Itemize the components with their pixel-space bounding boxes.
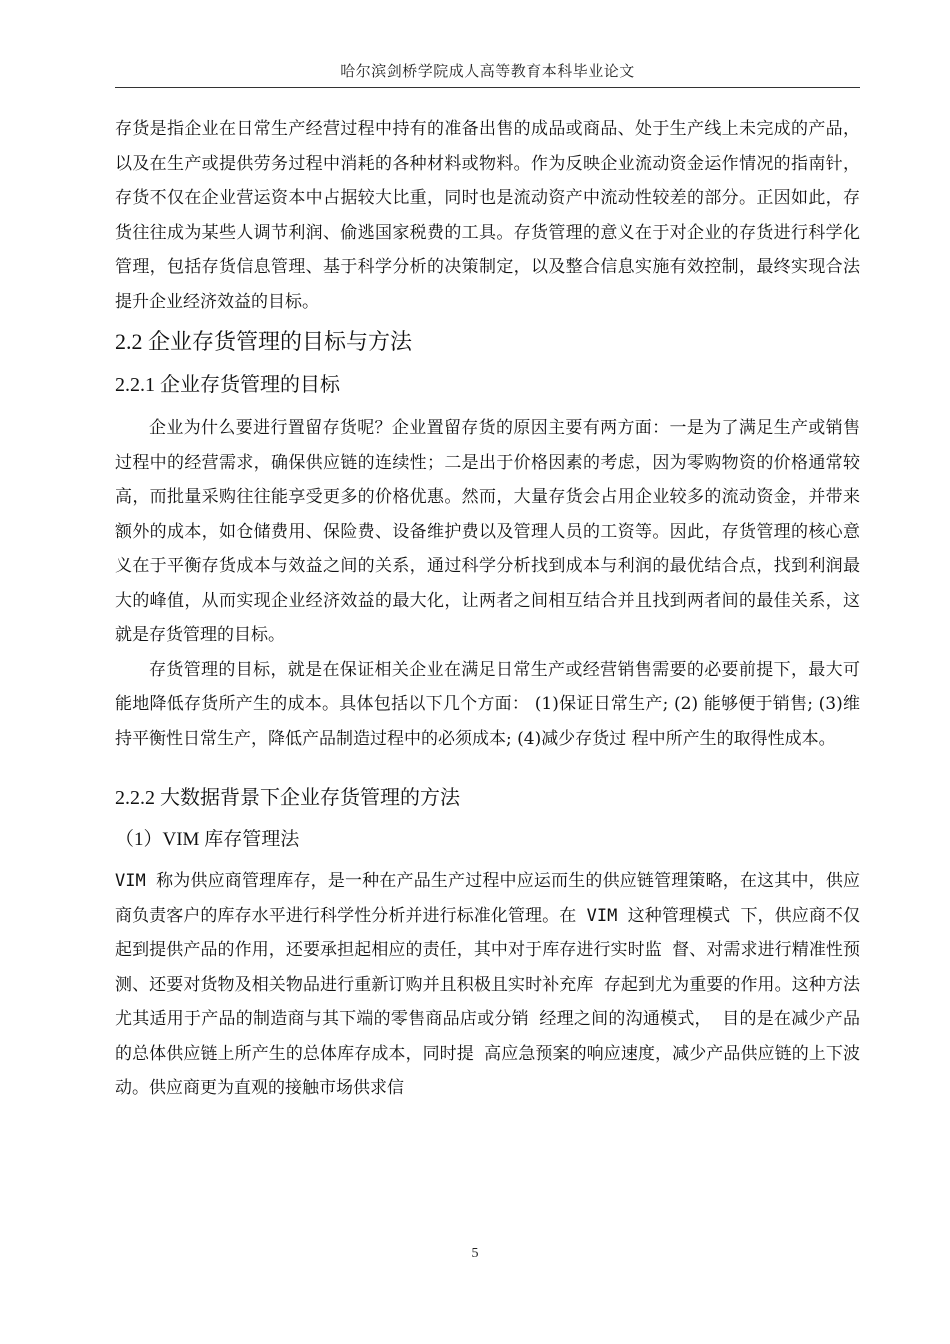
paragraph-inventory-reasons: 企业为什么要进行置留存货呢？企业置留存货的原因主要有两方面：一是为了满足生产或销售过程中的经营需求，确保供应链的连续性；二是出于价格因素的考虑，因为零购物资的价格通常较高，而批量采购往往能享受更多的价格优惠。然而，大量存货会占用企业较多的流动资金，并带来额外的成本，如仓储费用、保险费、设备维护费以及管理人员的工资等。因此，存货管理的核心意义在于平衡存货成本与效益之间的关系，通过科学分析找到成本与利润的最优结合点，找到利润最大的峰值，从而实现企业经济效益的最大化，让两者之间相互结合并且找到两者间的最佳关系，这就是存货管理的目标。 xyxy=(115,418,860,645)
paragraph-inventory-goals: 存货管理的目标，就是在保证相关企业在满足日常生产或经营销售需要的必要前提下，最大可能地降低存货所产生的成本。具体包括以下几个方面： (1)保证日常生产; (2) 能够便于销售; (3)维持平衡性日常生产，降低产品制造过程中的必须成本; (4)减少存货过 程中所产生的取得性成本。 xyxy=(115,659,860,749)
item-heading-vim: （1）VIM 库存管理法 xyxy=(115,829,300,850)
intro-paragraph: 存货是指企业在日常生产经营过程中持有的准备出售的成品或商品、处于生产线上未完成的产品，以及在生产或提供劳务过程中消耗的各种材料或物料。作为反映企业流动资金运作情况的指南针，存货不仅在企业营运资本中占据较大比重，同时也是流动资产中流动性较差的部分。正因如此，存货往往成为某些人调节利润、偷逃国家税费的工具。存货管理的意义在于对企业的存货进行科学化管理，包括存货信息管理、基于科学分析的决策制定，以及整合信息实施有效控制，最终实现合法提升企业经济效益的目标。 xyxy=(115,119,860,312)
page-number: 5 xyxy=(471,1246,479,1261)
header-divider xyxy=(115,87,860,88)
running-header: 哈尔滨剑桥学院成人高等教育本科毕业论文 xyxy=(340,62,635,80)
subsection-heading-2-2-2: 2.2.2 大数据背景下企业存货管理的方法 xyxy=(115,787,460,809)
paragraph-vim: VIM 称为供应商管理库存，是一种在产品生产过程中应运而生的供应链管理策略，在这其中，供应商负责客户的库存水平进行科学性分析并进行标准化管理。在 VIM 这种管理模式 下，供应商不仅起到提供产品的作用，还要承担起相应的责任，其中对于库存进行实时监 督、对需求进行精准性预测、还要对货物及相关物品进行重新订购并且积极且实时补充库 存起到尤为重要的作用。这种方法尤其适用于产品的制造商与其下端的零售商品店或分销 经理之间的沟通模式， 目的是在减少产品的总体供应链上所产生的总体库存成本，同时提 高应急预案的响应速度，减少产品供应链的上下波动。供应商更为直观的接触市场供求信 xyxy=(115,871,860,1098)
section-heading-2-2: 2.2 企业存货管理的目标与方法 xyxy=(115,329,413,354)
page-body xyxy=(115,112,860,1106)
subsection-heading-2-2-1: 2.2.1 企业存货管理的目标 xyxy=(115,374,340,396)
